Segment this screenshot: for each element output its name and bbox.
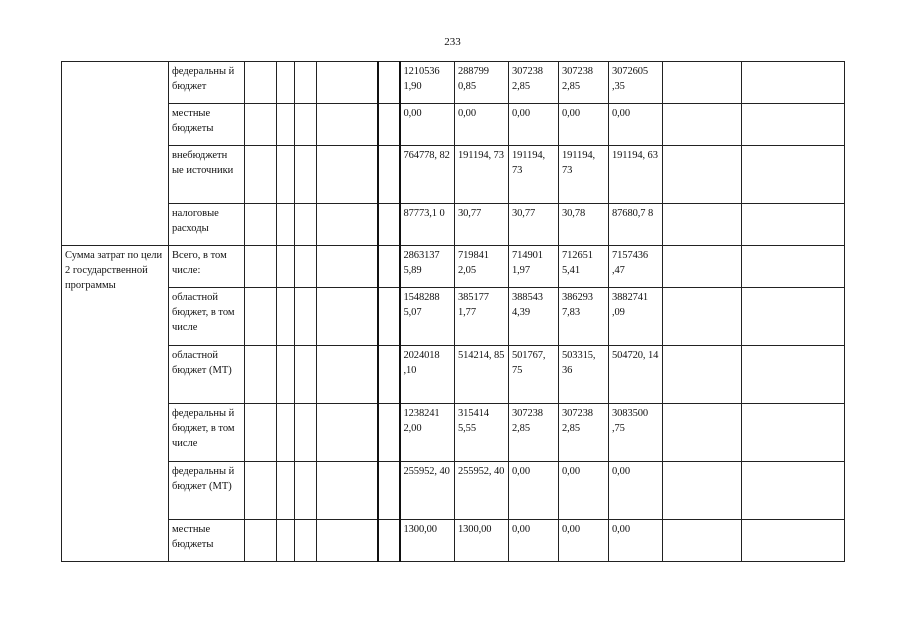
value-cell: 0,00 <box>400 104 455 146</box>
value-cell: 0,00 <box>559 520 609 562</box>
value-cell: 1548288 5,07 <box>400 288 455 346</box>
empty-cell <box>245 104 277 146</box>
empty-cell <box>378 62 400 104</box>
value-cell: 0,00 <box>559 104 609 146</box>
value-cell: 3882741 ,09 <box>609 288 663 346</box>
value-cell: 87773,1 0 <box>400 204 455 246</box>
empty-cell <box>317 520 378 562</box>
value-cell: 0,00 <box>509 104 559 146</box>
empty-cell <box>378 288 400 346</box>
empty-cell <box>317 404 378 462</box>
value-cell: 191194, 73 <box>559 146 609 204</box>
empty-cell <box>742 346 845 404</box>
row-label: Всего, в том числе: <box>169 246 245 288</box>
empty-cell <box>295 288 317 346</box>
empty-cell <box>663 204 742 246</box>
table-row <box>62 346 845 404</box>
value-cell: 30,77 <box>509 204 559 246</box>
value-cell: 1300,00 <box>455 520 509 562</box>
empty-cell <box>295 146 317 204</box>
value-cell: 1238241 2,00 <box>400 404 455 462</box>
empty-cell <box>277 288 295 346</box>
empty-cell <box>317 288 378 346</box>
value-cell: 255952, 40 <box>400 462 455 520</box>
empty-cell <box>317 146 378 204</box>
empty-cell <box>742 462 845 520</box>
row-label: местные бюджеты <box>169 520 245 562</box>
empty-cell <box>245 404 277 462</box>
value-cell: 0,00 <box>609 462 663 520</box>
table-row <box>62 404 845 462</box>
empty-cell <box>277 346 295 404</box>
empty-cell <box>295 204 317 246</box>
empty-cell <box>378 146 400 204</box>
value-cell: 307238 2,85 <box>509 62 559 104</box>
empty-cell <box>295 404 317 462</box>
empty-cell <box>742 520 845 562</box>
value-cell: 30,77 <box>455 204 509 246</box>
value-cell: 501767, 75 <box>509 346 559 404</box>
value-cell: 386293 7,83 <box>559 288 609 346</box>
empty-cell <box>317 246 378 288</box>
empty-cell <box>245 520 277 562</box>
empty-cell <box>663 346 742 404</box>
empty-cell <box>295 346 317 404</box>
empty-cell <box>277 146 295 204</box>
empty-cell <box>245 62 277 104</box>
empty-cell <box>663 146 742 204</box>
empty-cell <box>378 246 400 288</box>
value-cell: 87680,7 8 <box>609 204 663 246</box>
row-label: областной бюджет, в том числе <box>169 288 245 346</box>
empty-cell <box>245 288 277 346</box>
empty-cell <box>663 520 742 562</box>
empty-cell <box>277 104 295 146</box>
value-cell: 514214, 85 <box>455 346 509 404</box>
row-label: местные бюджеты <box>169 104 245 146</box>
value-cell: 307238 2,85 <box>559 62 609 104</box>
empty-cell <box>663 288 742 346</box>
section-label-blank <box>62 62 169 246</box>
row-label: федеральны й бюджет, в том числе <box>169 404 245 462</box>
empty-cell <box>295 246 317 288</box>
value-cell: 307238 2,85 <box>559 404 609 462</box>
value-cell: 712651 5,41 <box>559 246 609 288</box>
value-cell: 0,00 <box>509 520 559 562</box>
value-cell: 503315, 36 <box>559 346 609 404</box>
value-cell: 385177 1,77 <box>455 288 509 346</box>
empty-cell <box>317 462 378 520</box>
value-cell: 764778, 82 <box>400 146 455 204</box>
table-row <box>62 520 845 562</box>
empty-cell <box>277 462 295 520</box>
empty-cell <box>742 62 845 104</box>
empty-cell <box>295 104 317 146</box>
value-cell: 0,00 <box>609 520 663 562</box>
value-cell: 1300,00 <box>400 520 455 562</box>
value-cell: 315414 5,55 <box>455 404 509 462</box>
value-cell: 714901 1,97 <box>509 246 559 288</box>
empty-cell <box>317 204 378 246</box>
empty-cell <box>663 246 742 288</box>
table-row <box>62 104 845 146</box>
table-row <box>62 62 845 104</box>
empty-cell <box>663 404 742 462</box>
value-cell: 504720, 14 <box>609 346 663 404</box>
empty-cell <box>742 404 845 462</box>
row-label: областной бюджет (МТ) <box>169 346 245 404</box>
empty-cell <box>317 346 378 404</box>
empty-cell <box>295 520 317 562</box>
value-cell: 191194, 73 <box>455 146 509 204</box>
value-cell: 7157436 ,47 <box>609 246 663 288</box>
page-number: 233 <box>444 36 461 48</box>
table-row <box>62 462 845 520</box>
value-cell: 30,78 <box>559 204 609 246</box>
value-cell: 2863137 5,89 <box>400 246 455 288</box>
table-row <box>62 288 845 346</box>
value-cell: 307238 2,85 <box>509 404 559 462</box>
table-row <box>62 146 845 204</box>
empty-cell <box>742 204 845 246</box>
row-label: федеральны й бюджет (МТ) <box>169 462 245 520</box>
value-cell: 0,00 <box>455 104 509 146</box>
empty-cell <box>245 462 277 520</box>
budget-table <box>61 61 845 562</box>
empty-cell <box>378 520 400 562</box>
value-cell: 191194, 73 <box>509 146 559 204</box>
empty-cell <box>742 146 845 204</box>
empty-cell <box>663 104 742 146</box>
empty-cell <box>317 104 378 146</box>
empty-cell <box>742 104 845 146</box>
value-cell: 3072605 ,35 <box>609 62 663 104</box>
empty-cell <box>277 204 295 246</box>
empty-cell <box>663 462 742 520</box>
value-cell: 255952, 40 <box>455 462 509 520</box>
empty-cell <box>378 404 400 462</box>
row-label: налоговые расходы <box>169 204 245 246</box>
value-cell: 1210536 1,90 <box>400 62 455 104</box>
empty-cell <box>378 346 400 404</box>
row-label: федеральны й бюджет <box>169 62 245 104</box>
value-cell: 288799 0,85 <box>455 62 509 104</box>
empty-cell <box>742 288 845 346</box>
value-cell: 0,00 <box>509 462 559 520</box>
value-cell: 0,00 <box>559 462 609 520</box>
empty-cell <box>295 462 317 520</box>
empty-cell <box>277 520 295 562</box>
table-row <box>62 246 845 288</box>
value-cell: 191194, 63 <box>609 146 663 204</box>
empty-cell <box>277 246 295 288</box>
empty-cell <box>245 246 277 288</box>
value-cell: 719841 2,05 <box>455 246 509 288</box>
row-label: внебюджетн ые источники <box>169 146 245 204</box>
empty-cell <box>317 62 378 104</box>
value-cell: 3083500 ,75 <box>609 404 663 462</box>
empty-cell <box>742 246 845 288</box>
empty-cell <box>295 62 317 104</box>
empty-cell <box>277 404 295 462</box>
empty-cell <box>245 146 277 204</box>
empty-cell <box>378 204 400 246</box>
empty-cell <box>245 346 277 404</box>
value-cell: 2024018 ,10 <box>400 346 455 404</box>
value-cell: 0,00 <box>609 104 663 146</box>
table-row <box>62 204 845 246</box>
empty-cell <box>378 104 400 146</box>
section-label: Сумма затрат по цели 2 государственной программы <box>62 246 169 562</box>
empty-cell <box>378 462 400 520</box>
empty-cell <box>245 204 277 246</box>
empty-cell <box>663 62 742 104</box>
value-cell: 388543 4,39 <box>509 288 559 346</box>
empty-cell <box>277 62 295 104</box>
